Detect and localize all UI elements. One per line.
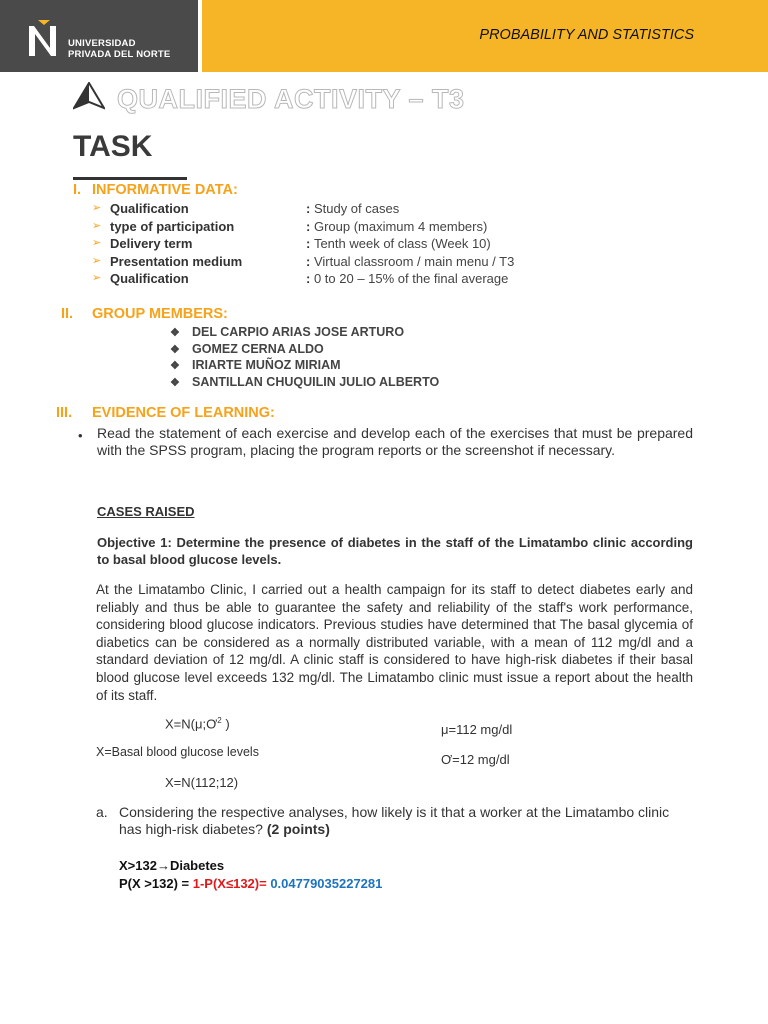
university-logo-icon — [26, 18, 62, 58]
arrow-bullet-icon: ➢ — [92, 272, 102, 284]
question-a — [119, 804, 693, 838]
answer-probability — [119, 876, 382, 891]
info-label: Qualification — [110, 271, 189, 286]
activity-title: QUALIFIED ACTIVITY – T3 — [117, 84, 465, 114]
variable-definition: X=Basal blood glucose levels — [96, 745, 259, 759]
question-a-points: (2 points) — [266, 821, 330, 837]
member-name: DEL CARPIO ARIAS JOSE ARTURO — [192, 325, 405, 339]
university-name — [68, 38, 170, 60]
distribution-general-text: X=N(μ;Ơ — [165, 716, 218, 732]
section-1-number: I. — [73, 182, 82, 198]
member-item — [170, 342, 324, 356]
section-1-title: INFORMATIVE DATA: — [92, 182, 238, 198]
info-row — [92, 271, 692, 289]
info-label: type of participation — [110, 219, 235, 234]
info-value-wrap: : Tenth week of class (Week 10) — [306, 236, 491, 251]
member-name: SANTILLAN CHUQUILIN JULIO ALBERTO — [192, 375, 440, 389]
objective-statement: Objective 1: Determine the presence of diabetes in the staff of the Limatambo clinic according to basal blood glucose levels. — [97, 535, 693, 567]
member-item — [170, 358, 341, 372]
answer-complement: 1-P(X≤132)= — [192, 876, 267, 891]
info-value-wrap: : Group (maximum 4 members) — [306, 219, 488, 234]
section-2-title: GROUP MEMBERS: — [92, 306, 228, 322]
info-row — [92, 219, 692, 237]
member-name: GOMEZ CERNA ALDO — [192, 342, 324, 356]
mean-value: μ=112 mg/dl — [441, 722, 513, 737]
case-paragraph: At the Limatambo Clinic, I carried out a health campaign for its staff to detect diabetes early and reliably and thus be able to guarantee the safety and reliability of the staff's work performance, considering blood glucose indicators. Previous studies have determined that The basal glycemia of diabetics can be considered as a normally distributed variable, with a mean of 112 mg/dl and a standard deviation of 12 mg/dl. A clinic staff is considered to have high-risk diabetes if their basal blood glucose level exceeds 132 mg/dl. The Limatambo clinic must issue a report about the health of its staff. — [96, 582, 693, 703]
answer-condition: X>132→Diabetes — [119, 858, 225, 873]
info-value: 0 to 20 – 15% of the final average — [313, 271, 509, 286]
diamond-bullet-icon: ❖ — [170, 344, 180, 356]
arrow-bullet-icon: ➢ — [92, 202, 102, 214]
info-row — [92, 254, 692, 272]
info-value: Tenth week of class (Week 10) — [313, 236, 491, 251]
member-item — [170, 325, 404, 339]
arrow-bullet-icon: ➢ — [92, 255, 102, 267]
question-a-text: Considering the respective analyses, how likely is it that a worker at the Limatambo clinic has high-risk diabetes? — [119, 804, 670, 837]
cases-raised-heading: CASES RAISED — [97, 504, 195, 519]
arrow-bullet-icon: ➢ — [92, 237, 102, 249]
diamond-bullet-icon: ❖ — [170, 377, 180, 389]
info-value-wrap: : Study of cases — [306, 201, 400, 216]
university-name-line1: UNIVERSIDAD — [68, 38, 136, 49]
distribution-general — [165, 716, 230, 731]
task-underline — [73, 177, 187, 180]
member-name: IRIARTE MUÑOZ MIRIAM — [192, 358, 341, 372]
distribution-general-close: ) — [225, 716, 230, 732]
diamond-bullet-icon: ❖ — [170, 327, 180, 339]
bullet-dot-icon: • — [78, 428, 83, 443]
info-label: Qualification — [110, 201, 189, 216]
diamond-bullet-icon: ❖ — [170, 360, 180, 372]
evidence-instructions: Read the statement of each exercise and develop each of the exercises that must be prepared with the SPSS program, placing the program reports or the screenshot if necessary. — [97, 425, 693, 458]
info-row — [92, 201, 692, 219]
std-dev-value: Ơ=12 mg/dl — [441, 752, 510, 767]
info-value: Virtual classroom / main menu / T3 — [313, 254, 515, 269]
distribution-exponent: 2 — [217, 716, 222, 725]
navigation-arrow-icon — [73, 82, 105, 110]
info-label: Delivery term — [110, 236, 193, 251]
section-3-title: EVIDENCE OF LEARNING: — [92, 405, 275, 421]
info-row — [92, 236, 692, 254]
section-2-number: II. — [61, 306, 74, 322]
info-label: Presentation medium — [110, 254, 243, 269]
info-value-wrap: : 0 to 20 – 15% of the final average — [306, 271, 509, 286]
info-value: Group (maximum 4 members) — [313, 219, 488, 234]
section-3-number: III. — [56, 405, 73, 421]
university-name-line2: PRIVADA DEL NORTE — [68, 49, 171, 60]
distribution-specific: X=N(112;12) — [165, 775, 239, 790]
info-value: Study of cases — [313, 201, 400, 216]
course-title: PROBABILITY AND STATISTICS — [479, 27, 694, 43]
question-a-letter: a. — [96, 804, 108, 820]
info-value-wrap: : Virtual classroom / main menu / T3 — [306, 254, 515, 269]
task-heading: TASK — [73, 130, 153, 163]
answer-result: 0.04779035227281 — [266, 876, 383, 891]
member-item — [170, 375, 439, 389]
answer-prefix: P(X >132) = — [119, 876, 193, 891]
arrow-bullet-icon: ➢ — [92, 220, 102, 232]
